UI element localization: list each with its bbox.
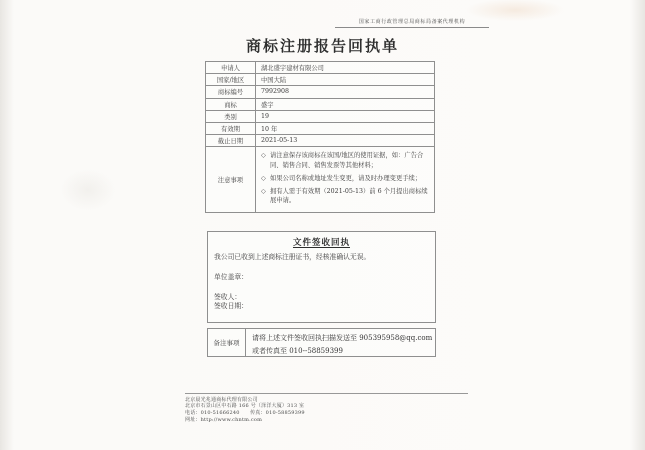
diamond-bullet-icon: ◇ bbox=[261, 174, 266, 182]
row-label: 类别 bbox=[206, 111, 256, 122]
remarks-content bbox=[246, 329, 435, 356]
row-label: 商标编号 bbox=[206, 86, 256, 97]
row-value: 湖北盛宇建材有限公司 bbox=[261, 65, 324, 73]
agency-header: 国家工商行政管理总局商标局备案代理机构 bbox=[335, 18, 489, 28]
row-label: 国家/地区 bbox=[206, 74, 256, 85]
page-title: 商标注册报告回执单 bbox=[245, 37, 399, 55]
row-value: 2021-05-13 bbox=[261, 137, 298, 145]
footer-address: 北京市石景山区中石路 166 号（泽洋大厦）313 室 bbox=[185, 403, 305, 410]
footer-phone-fax: 电话：010-51666240 传真：010-58859399 bbox=[185, 410, 305, 416]
row-value: 10 年 bbox=[261, 126, 278, 134]
row-value: 7992908 bbox=[261, 88, 290, 96]
row-label: 申请人 bbox=[206, 62, 256, 73]
document-receipt-box bbox=[207, 231, 436, 323]
row-label: 商标 bbox=[206, 99, 256, 110]
notes-row bbox=[206, 147, 434, 212]
diamond-bullet-icon: ◇ bbox=[261, 187, 266, 195]
table-row bbox=[206, 135, 434, 147]
row-label: 截止日期 bbox=[206, 135, 256, 146]
note-item bbox=[261, 174, 428, 183]
row-value: 中国大陆 bbox=[261, 77, 287, 85]
notes-content bbox=[256, 147, 434, 212]
table-row bbox=[206, 62, 434, 74]
remarks-label: 备注事项 bbox=[208, 329, 246, 356]
footer-company-name: 北京晨光兆通商标代理有限公司 bbox=[185, 396, 258, 403]
table-row bbox=[206, 99, 434, 111]
note-text: 如果公司名称或地址发生变更，请及时办理变更手续； bbox=[270, 174, 422, 182]
sign-date-label: 签收日期： bbox=[214, 302, 248, 310]
row-value: 19 bbox=[261, 112, 270, 120]
row-label: 有效期 bbox=[206, 123, 256, 134]
note-item bbox=[261, 187, 428, 206]
trademark-info-table bbox=[205, 61, 435, 213]
diamond-bullet-icon: ◇ bbox=[261, 152, 266, 160]
remarks-row bbox=[207, 328, 436, 357]
signer-label: 签收人： bbox=[214, 293, 242, 301]
footer-website: 网址：http://www.chntm.com bbox=[185, 416, 263, 423]
table-row bbox=[206, 74, 434, 86]
remark-fax-instruction: 或者传真至 010--58859399 bbox=[252, 346, 343, 355]
table-row bbox=[206, 86, 434, 98]
table-row bbox=[206, 111, 434, 123]
remark-scan-instruction: 请将上述文件签收回执扫描发送至 905395958@qq.com bbox=[252, 333, 433, 342]
row-value: 盛宇 bbox=[261, 101, 274, 109]
receipt-statement: 我公司已收到上述商标注册证书，经核准确认无误。 bbox=[214, 253, 371, 261]
note-text: 请注意保存该商标在该国/地区的使用证据，如：广告合同、销售合同、销售发票等其他材料； bbox=[270, 152, 424, 169]
agency-footer bbox=[185, 393, 468, 424]
note-text: 拥有人需于有效期（2021-05-13）前 6 个月提出商标续展申请。 bbox=[270, 187, 428, 205]
table-row bbox=[206, 123, 434, 135]
stamp-label: 单位盖章： bbox=[214, 273, 248, 281]
receipt-title: 文件签收回执 bbox=[292, 238, 350, 248]
notes-label: 注意事项 bbox=[206, 147, 256, 212]
note-item bbox=[261, 151, 428, 170]
